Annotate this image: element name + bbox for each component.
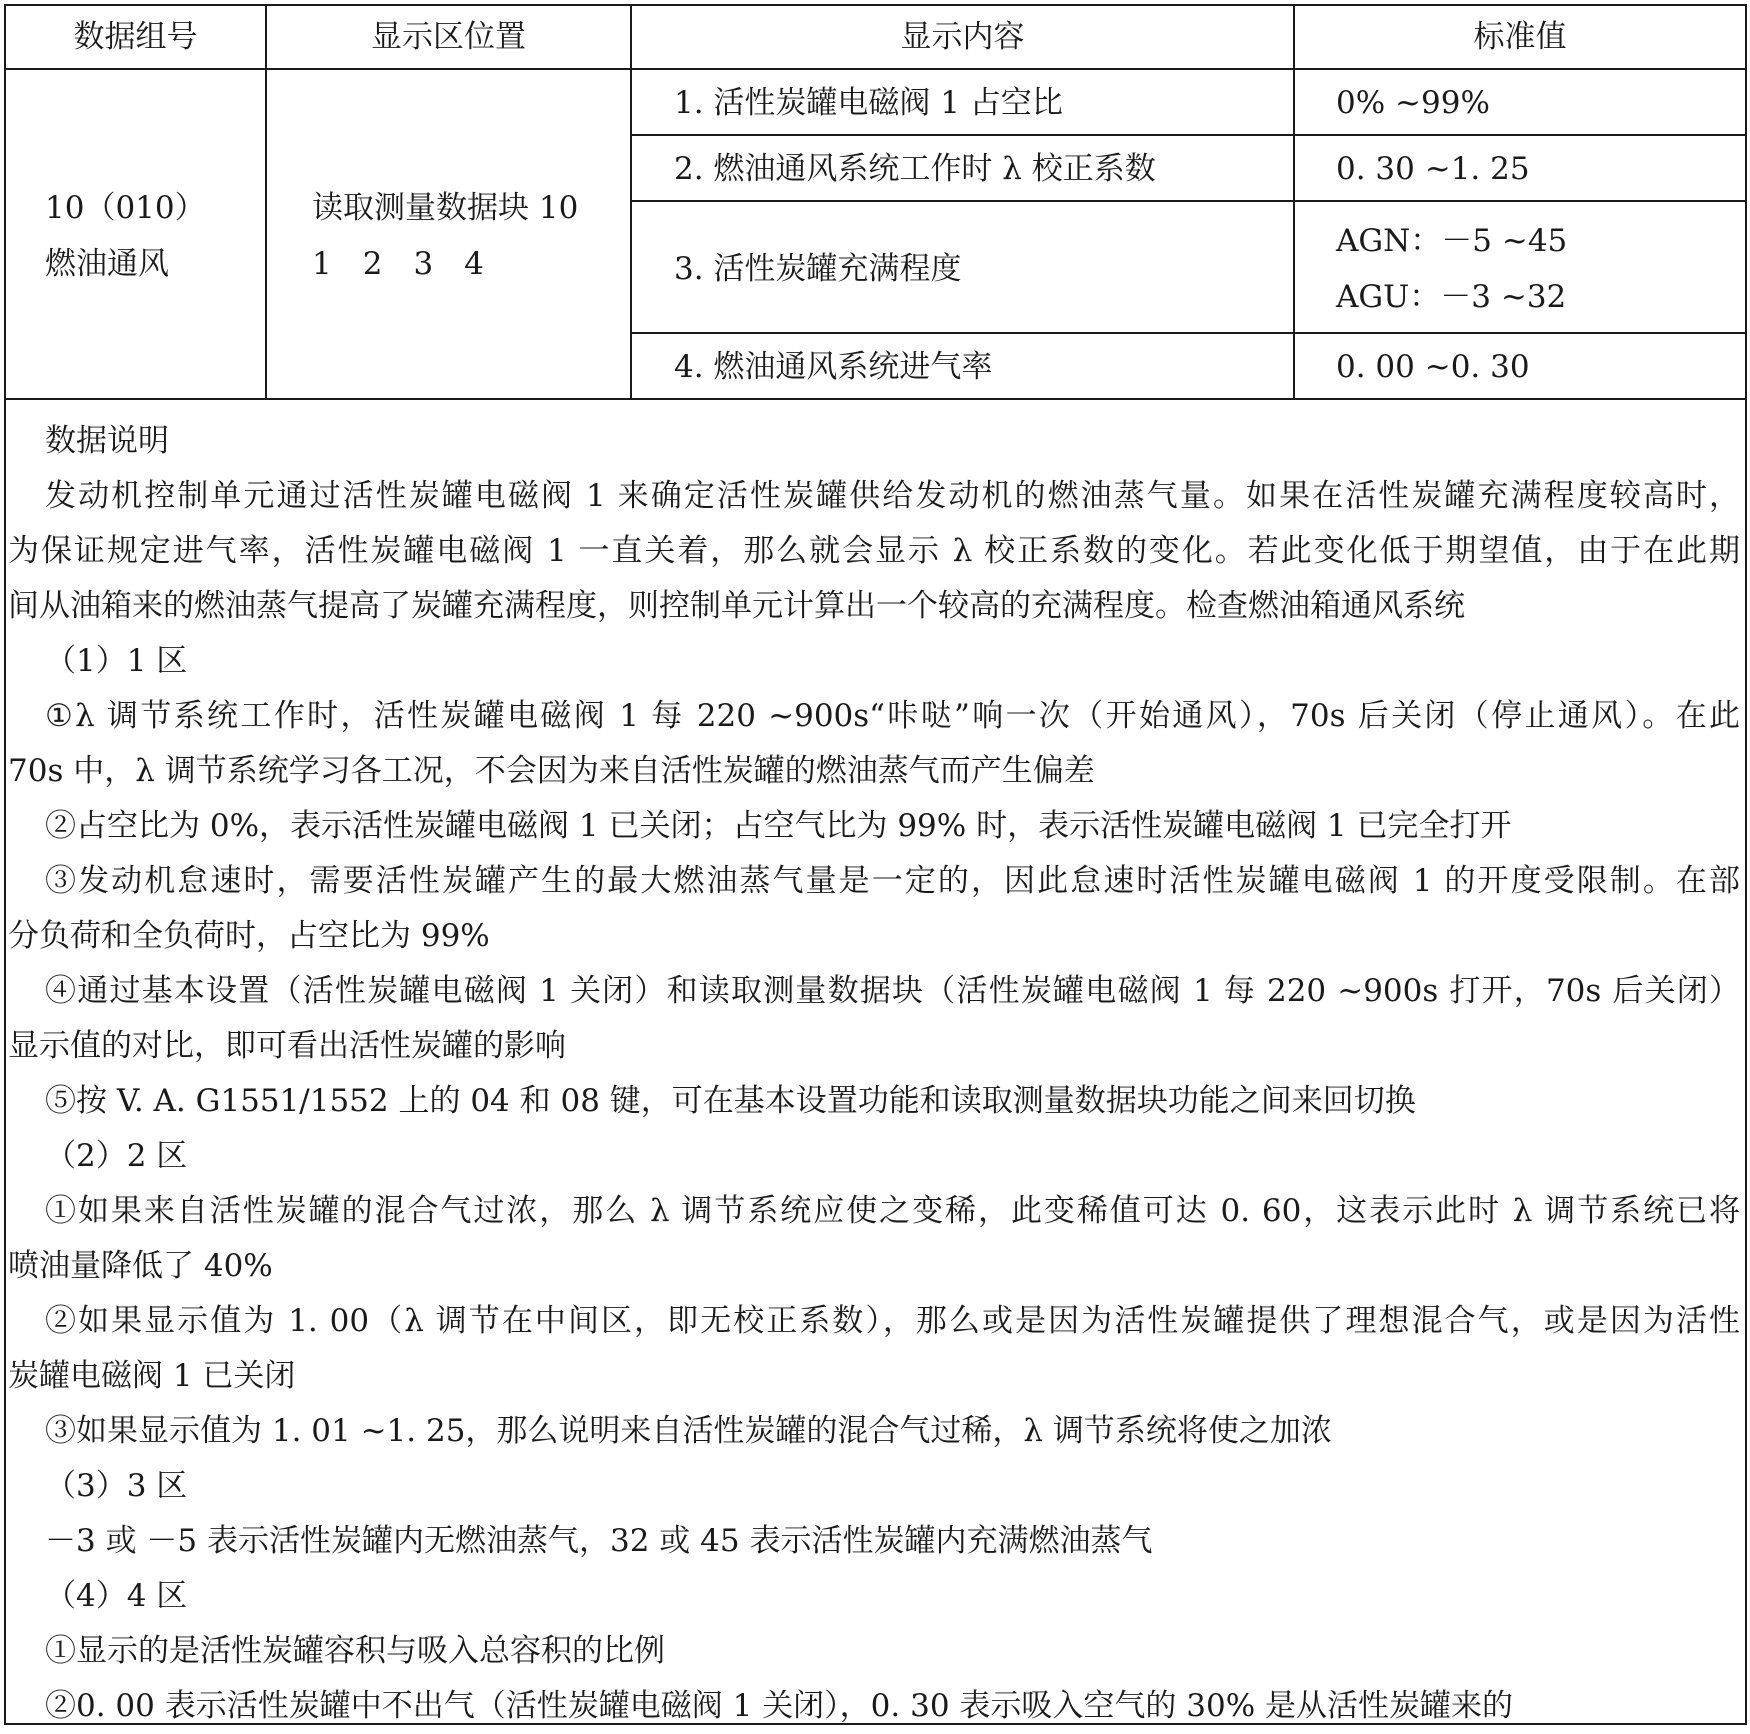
note-line: 炭罐电磁阀 1 已关闭 — [8, 1358, 296, 1394]
group-number-value: 10（010） — [45, 190, 206, 226]
standard-row-3-agu: AGU：－3 ~32 — [1336, 279, 1567, 315]
content-row-1: 1. 活性炭罐电磁阀 1 占空比 — [674, 85, 1063, 121]
header-group-number: 数据组号 — [73, 19, 198, 55]
data-explanation — [8, 414, 1740, 1734]
note-line: ①如果来自活性炭罐的混合气过浓，那么 λ 调节系统应使之变稀，此变稀值可达 0. 60，这表示此时 λ 调节系统已将 — [45, 1193, 1740, 1229]
note-line: 为保证规定进气率，活性炭罐电磁阀 1 一直关着，那么就会显示 λ 校正系数的变化。若此变化低于期望值，由于在此期 — [8, 533, 1740, 569]
position-block-label: 读取测量数据块 10 — [312, 190, 579, 226]
header-standard-value: 标准值 — [1473, 19, 1567, 55]
note-line: ①显示的是活性炭罐容积与吸入总容积的比例 — [45, 1633, 665, 1669]
note-line: ②占空比为 0%，表示活性炭罐电磁阀 1 已关闭；占空气比为 99% 时，表示活性炭罐电磁阀 1 已完全打开 — [45, 808, 1512, 844]
standard-row-2: 0. 30 ~1. 25 — [1336, 151, 1530, 187]
note-line: ②0. 00 表示活性炭罐中不出气（活性炭罐电磁阀 1 关闭），0. 30 表示吸入空气的 30% 是从活性炭罐来的 — [45, 1688, 1514, 1724]
note-line: 显示值的对比，即可看出活性炭罐的影响 — [8, 1028, 566, 1064]
note-line: 分负荷和全负荷时，占空比为 99% — [8, 918, 490, 954]
content-row-3: 3. 活性炭罐充满程度 — [674, 251, 962, 287]
row-divider-1 — [630, 134, 1747, 136]
note-line: ③如果显示值为 1. 01 ~1. 25，那么说明来自活性炭罐的混合气过稀，λ 调节系统将使之加浓 — [45, 1413, 1332, 1449]
standard-row-4: 0. 00 ~0. 30 — [1336, 349, 1530, 385]
note-line: ④通过基本设置（活性炭罐电磁阀 1 关闭）和读取测量数据块（活性炭罐电磁阀 1 每 220 ~900s 打开，70s 后关闭） — [45, 973, 1740, 1009]
section-heading-3: （3）3 区 — [45, 1468, 188, 1504]
group-name-value: 燃油通风 — [45, 246, 169, 282]
content-row-2: 2. 燃油通风系统工作时 λ 校正系数 — [674, 151, 1156, 187]
note-line: ⑤按 V. A. G1551/1552 上的 04 和 08 键，可在基本设置功能和读取测量数据块功能之间来回切换 — [45, 1083, 1416, 1119]
note-line: 喷油量降低了 40% — [8, 1248, 273, 1284]
section-heading-1: （1）1 区 — [45, 643, 188, 679]
standard-row-3-agn: AGN：－5 ~45 — [1336, 223, 1568, 259]
row-divider-3 — [630, 332, 1747, 334]
note-line: ①λ 调节系统工作时，活性炭罐电磁阀 1 每 220 ~900s“咔哒”响一次（开始通风），70s 后关闭（停止通风）。在此 — [45, 698, 1740, 734]
row-divider-2 — [630, 200, 1747, 202]
content-row-4: 4. 燃油通风系统进气率 — [674, 349, 993, 385]
column-divider-3 — [1293, 4, 1295, 400]
section-heading-4: （4）4 区 — [45, 1578, 188, 1614]
note-line: －3 或 －5 表示活性炭罐内无燃油蒸气，32 或 45 表示活性炭罐内充满燃油蒸气 — [45, 1523, 1153, 1559]
note-line: 70s 中，λ 调节系统学习各工况，不会因为来自活性炭罐的燃油蒸气而产生偏差 — [8, 753, 1095, 789]
section-heading-2: （2）2 区 — [45, 1138, 188, 1174]
notes-heading: 数据说明 — [45, 423, 169, 459]
column-divider-1 — [265, 4, 267, 400]
position-fields: 1 2 3 4 — [312, 246, 484, 282]
header-display-content: 显示内容 — [900, 19, 1025, 55]
note-line: 发动机控制单元通过活性炭罐电磁阀 1 来确定活性炭罐供给发动机的燃油蒸气量。如果在活性炭罐充满程度较高时， — [45, 478, 1740, 514]
column-divider-2 — [630, 4, 632, 400]
note-line: ②如果显示值为 1. 00（λ 调节在中间区，即无校正系数），那么或是因为活性炭罐提供了理想混合气，或是因为活性 — [45, 1303, 1740, 1339]
standard-row-1: 0% ~99% — [1336, 85, 1490, 121]
note-line: 间从油箱来的燃油蒸气提高了炭罐充满程度，则控制单元计算出一个较高的充满程度。检查燃油箱通风系统 — [8, 588, 1465, 624]
header-display-position: 显示区位置 — [371, 19, 526, 55]
note-line: ③发动机怠速时，需要活性炭罐产生的最大燃油蒸气量是一定的，因此怠速时活性炭罐电磁阀 1 的开度受限制。在部 — [45, 863, 1740, 899]
